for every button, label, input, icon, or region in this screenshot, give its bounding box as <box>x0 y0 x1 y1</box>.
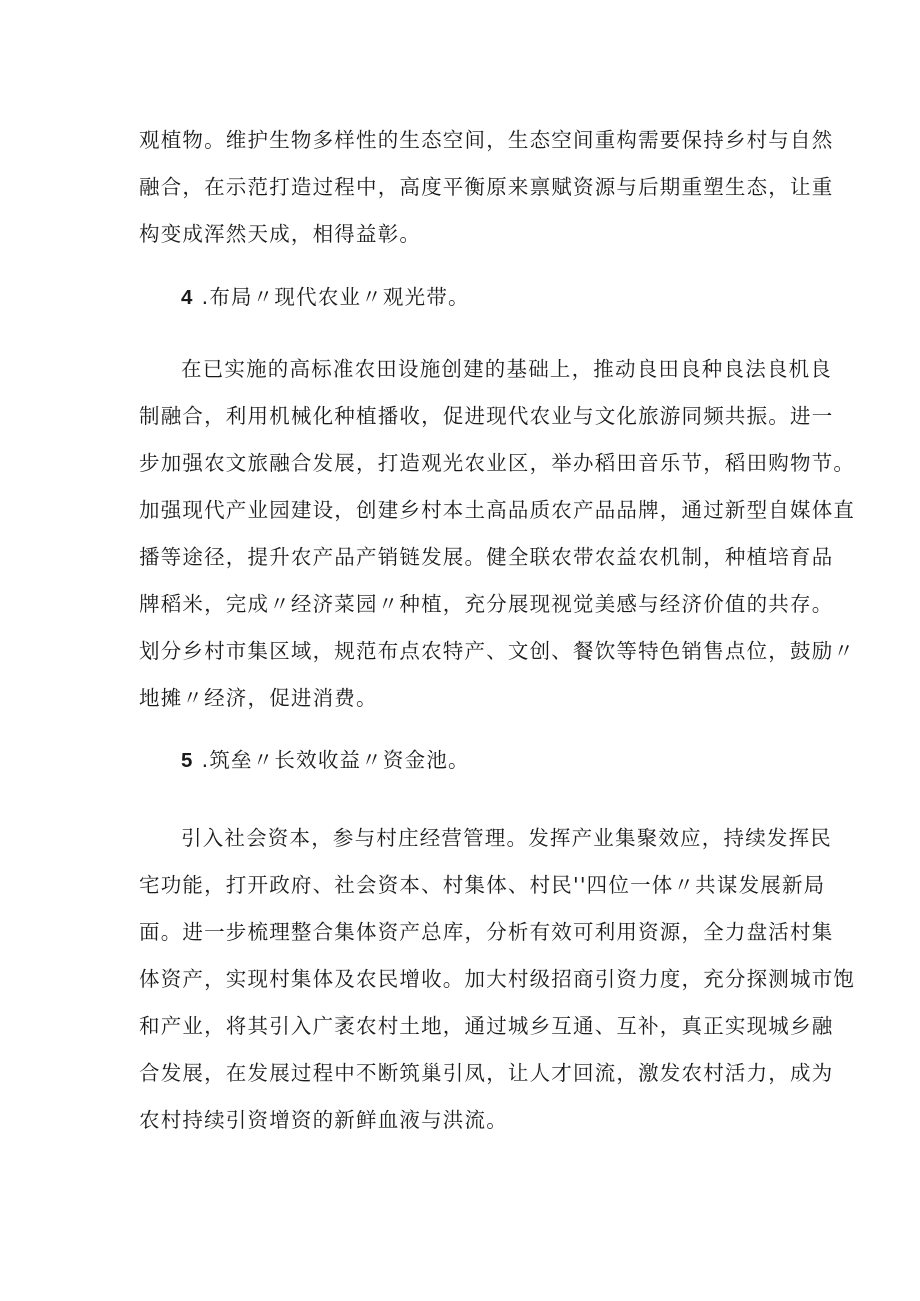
paragraph-ecology <box>139 117 834 258</box>
paragraph-line: 播等途径，提升农产品产销链发展。健全联农带农益农机制，种植培育品 <box>139 545 834 569</box>
paragraph-line: 面。进一步梳理整合集体资产总库，分析有效可利用资源，全力盘活村集 <box>139 920 834 944</box>
paragraph-line: 农村持续引资增资的新鲜血液与洪流。 <box>139 1108 508 1132</box>
paragraph-text <box>139 346 856 722</box>
paragraph-line: 地摊〃经济，促进消费。 <box>139 686 378 710</box>
section-number: 4 <box>181 286 194 309</box>
paragraph-text <box>139 815 856 1144</box>
section-title: .筑垒〃长效收益〃资金池。 <box>201 748 470 772</box>
paragraph-line: 合发展，在发展过程中不断筑巢引凤，让人才回流，激发农村活力，成为 <box>139 1061 834 1085</box>
section-heading-5 <box>181 745 470 776</box>
paragraph-line: 观植物。维护生物多样性的生态空间，生态空间重构需要保持乡村与自然 <box>139 128 834 152</box>
paragraph-line: 在已实施的高标准农田设施创建的基础上，推动良田良种良法良机良 <box>181 357 832 381</box>
paragraph-modern-agriculture <box>139 346 856 722</box>
paragraph-line: 制融合，利用机械化种植播收，促进现代农业与文化旅游同频共振。进一 <box>139 404 834 428</box>
section-title: .布局〃现代农业〃观光带。 <box>201 285 470 309</box>
paragraph-line: 加强现代产业园建设，创建乡村本土高品质农产品品牌，通过新型自媒体直 <box>139 498 856 522</box>
paragraph-line: 牌稻米，完成〃经济菜园〃种植，充分展现视觉美感与经济价值的共存。 <box>139 592 834 616</box>
paragraph-line: 划分乡村市集区域，规范布点农特产、文创、餐饮等特色销售点位，鼓励〃 <box>139 639 856 663</box>
section-heading-4 <box>181 282 470 313</box>
section-number: 5 <box>181 749 194 772</box>
paragraph-line: 步加强农文旅融合发展，打造观光农业区，举办稻田音乐节，稻田购物节。 <box>139 451 856 475</box>
paragraph-line: 构变成浑然天成，相得益彰。 <box>139 222 422 246</box>
paragraph-line: 引入社会资本，参与村庄经营管理。发挥产业集聚效应，持续发挥民 <box>181 826 832 850</box>
paragraph-line: 融合，在示范打造过程中，高度平衡原来禀赋资源与后期重塑生态，让重 <box>139 175 834 199</box>
paragraph-text <box>139 117 834 258</box>
paragraph-line: 宅功能，打开政府、社会资本、村集体、村民''四位一体〃共谋发展新局 <box>139 873 826 897</box>
paragraph-line: 和产业，将其引入广袤农村土地，通过城乡互通、互补，真正实现城乡融 <box>139 1014 834 1038</box>
paragraph-capital-pool <box>139 815 856 1144</box>
paragraph-line: 体资产，实现村集体及农民增收。加大村级招商引资力度，充分探测城市饱 <box>139 967 856 991</box>
